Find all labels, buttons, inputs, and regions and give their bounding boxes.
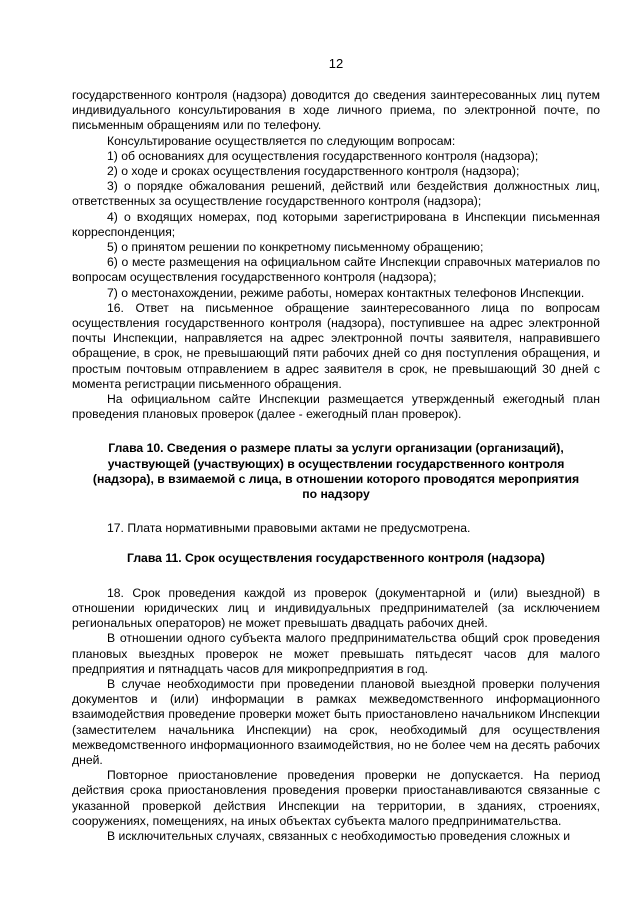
- paragraph: В отношении одного субъекта малого предпринимательства общий срок проведения плановых выездных проверок не может превышать пятьдесят часов для малого предприятия и пятнадцать часов для микропредприятия в год.: [72, 631, 600, 676]
- paragraph: Консультирование осуществляется по следующим вопросам:: [107, 133, 456, 148]
- list-item: 7) о местонахождении, режиме работы, номерах контактных телефонов Инспекции.: [107, 285, 585, 300]
- chapter-11-heading: Глава 11. Срок осуществления государственного контроля (надзора): [127, 551, 545, 566]
- paragraph: 18. Срок проведения каждой из проверок (документарной и (или) выездной) в отношении юридических лиц и индивидуальных предпринимателей (за исключением региональных операторов) не может превышать двадцать рабочих дней.: [72, 585, 600, 631]
- list-item: 5) о принятом решении по конкретному письменному обращению;: [107, 240, 484, 255]
- chapter-10-heading: Глава 10. Сведения о размере платы за услуги организации (организаций), участвующей (участвующих) в осуществлении государственного контроля (надзора), в взимаемой с лица, в отношении которого проводятся мероприятия по надзору: [92, 441, 580, 502]
- list-item: 2) о ходе и сроках осуществления государственного контроля (надзора);: [107, 164, 520, 179]
- list-item: 6) о месте размещения на официальном сайте Инспекции справочных материалов по вопросам осуществления государственного контроля (надзора);: [72, 255, 600, 285]
- paragraph: 17. Плата нормативными правовыми актами не предусмотрена.: [107, 521, 471, 536]
- paragraph: В исключительных случаях, связанных с необходимостью проведения сложных и: [107, 828, 571, 843]
- list-item: 1) об основаниях для осуществления государственного контроля (надзора);: [107, 148, 539, 163]
- paragraph: 16. Ответ на письменное обращение заинтересованного лица по вопросам осуществления государственного контроля (надзора), поступившее на адрес электронной почты Инспекции, направляется на адрес электронной почты заявителя, направившего обращение, в срок, не превышающий пяти рабочих дней со дня поступления обращения, и простым почтовым отправлением в адрес заявителя в срок, не превышающий 30 дней с момента регистрации письменного обращения.: [72, 300, 600, 391]
- paragraph: государственного контроля (надзора) доводится до сведения заинтересованных лиц путем индивидуального консультирования в ходе личного приема, по электронной почте, по письменным обращениям или по телефону.: [72, 88, 600, 133]
- page-number: 12: [328, 56, 344, 71]
- paragraph: Повторное приостановление проведения проверки не допускается. На период действия срока приостановления проведения проверки приостанавливаются связанные с указанной проверкой действия Инспекции на территории, в зданиях, строениях, сооружениях, помещениях, на иных объектах субъекта малого предпринимательства.: [72, 768, 600, 828]
- section-chapter11: [72, 586, 600, 844]
- list-item: 3) о порядке обжалования решений, действий или бездействия должностных лиц, ответственных за осуществление государственного контроля (надзора);: [72, 179, 600, 209]
- paragraph: На официальном сайте Инспекции размещается утвержденный ежегодный план проведения плановых проверок (далее - ежегодный план проверок).: [72, 392, 600, 422]
- paragraph: В случае необходимости при проведении плановой выездной проверки получения документов и (или) информации в рамках межведомственного информационного взаимодействия проведение проверки может быть приостановлено начальником Инспекции (заместителем начальника Инспекции) на срок, необходимый для осуществления межведомственного информационного взаимодействия, но не более чем на десять рабочих дней.: [72, 676, 600, 767]
- document-page: [72, 56, 600, 844]
- section-chapter10: [72, 521, 600, 536]
- section-consulting: [72, 88, 600, 422]
- list-item: 4) о входящих номерах, под которыми зарегистрирована в Инспекции письменная корреспонденция;: [72, 209, 600, 239]
